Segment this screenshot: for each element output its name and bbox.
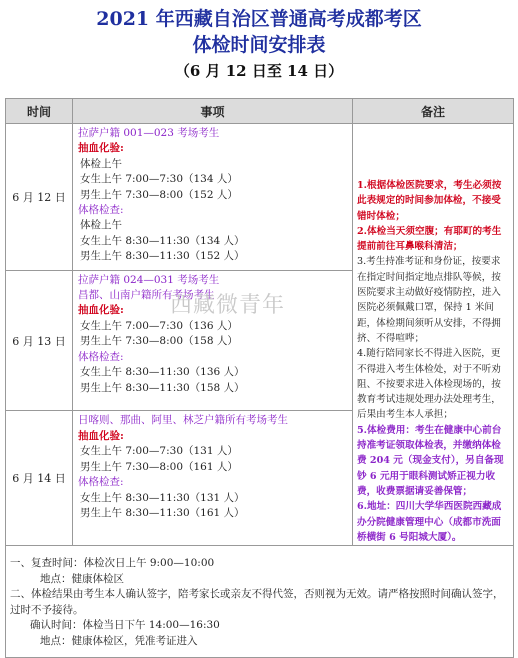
- group-label: 日喀则、那曲、阿里、林芝户籍所有考场考生: [78, 414, 288, 427]
- blood-test-female: 女生上午 7:00—7:30（136 人）: [80, 319, 238, 332]
- schedule-table: [5, 98, 514, 658]
- physical-exam-title: 体格检查:: [78, 476, 124, 489]
- note-6: 6.地址：四川大学华西医院西藏成办分院健康管理中心（成都市洗面桥横街 6 号阳城大厦）。: [357, 501, 502, 543]
- items-cell: [73, 411, 353, 546]
- physical-exam-female: 女生上午 8:30—11:30（131 人）: [80, 491, 245, 504]
- blood-test-female: 女生上午 7:00—7:30（131 人）: [80, 445, 238, 458]
- note-4: 4.随行陪同家长不得进入医院，更不得进入考生体检处，对于不听劝阻、不按要求进入体检现场的，按教育考试违规处理办法处理考生，后果由考生本人承担；: [357, 348, 501, 421]
- blood-test-am: 体检上午: [80, 157, 122, 170]
- group-label: 拉萨户籍 024—031 考场考生: [78, 273, 220, 286]
- doc-subtitle: 体检时间安排表: [192, 34, 326, 56]
- confirm-rule: 二、体检结果由考生本人确认签字，陪考家长或亲友不得代签，否则视为无效。请严格按照时间确认签字，过时不予接待。: [10, 588, 504, 616]
- header-time: 时间: [6, 99, 73, 124]
- notes-cell: [353, 124, 514, 546]
- header-items: 事项: [73, 99, 353, 124]
- note-3: 3.考生持准考证和身份证，按要求在指定时间指定地点排队等候，按医院要求主动做好疫情防控，进入医院必须佩戴口罩，保持 1 米间距，体检期间须听从安排，不得拥挤、不得喧哗；: [357, 256, 501, 344]
- physical-exam-female: 女生上午 8:30—11:30（134 人）: [80, 234, 245, 247]
- footer-row: [6, 546, 514, 658]
- physical-exam-male: 男生上午 8:30—11:30（152 人）: [80, 250, 245, 263]
- physical-exam-title: 体格检查:: [78, 204, 124, 217]
- note-5: 5.体检费用：考生在健康中心前台持准考证领取体检表，并缴纳体检费 204 元（现金支付），另自备现钞 6 元用于眼科测试矫正视力收费，收费票据请妥善保管；: [357, 424, 504, 497]
- group-label-2: 昌都、山南户籍所有考场考生: [78, 289, 215, 302]
- date-cell: 6 月 14 日: [6, 411, 73, 546]
- table-row: [6, 124, 514, 271]
- confirm-time: 确认时间：体检当日下午 14:00—16:30: [30, 619, 220, 632]
- group-label: 拉萨户籍 001—023 考场考生: [78, 127, 220, 139]
- physical-exam-title: 体格检查:: [78, 350, 124, 363]
- physical-exam-male: 男生上午 8:30—11:30（158 人）: [80, 381, 245, 394]
- doc-date-range: （6 月 12 日至 14 日）: [174, 62, 344, 80]
- watermark: 西藏微青年: [170, 293, 286, 318]
- date-cell: 6 月 12 日: [6, 124, 73, 271]
- recheck-time: 一、复查时间：体检次日上午 9:00—10:00: [10, 557, 215, 570]
- blood-test-male: 男生上午 7:30—8:00（152 人）: [80, 188, 238, 201]
- physical-exam-am: 体检上午: [80, 219, 122, 232]
- doc-title: 2021 年西藏自治区普通高考成都考区: [96, 8, 422, 30]
- header-notes: 备注: [353, 99, 514, 124]
- physical-exam-female: 女生上午 8:30—11:30（136 人）: [80, 366, 245, 379]
- blood-test-male: 男生上午 7:30—8:00（161 人）: [80, 460, 238, 473]
- blood-test-female: 女生上午 7:00—7:30（134 人）: [80, 173, 238, 186]
- recheck-location: 地点：健康体检区: [40, 572, 124, 585]
- blood-test-title: 抽血化验:: [78, 304, 124, 317]
- blood-test-title: 抽血化验:: [78, 429, 124, 442]
- note-1: 1.根据体检医院要求，考生必须按此表规定的时间参加体检，不接受错时体检；: [357, 180, 502, 222]
- blood-test-title: 抽血化验:: [78, 142, 124, 155]
- note-2: 2.体检当天须空腹；有耶町的考生提前前往耳鼻喉科清洁；: [357, 225, 502, 253]
- table-header-row: [6, 99, 514, 124]
- confirm-location: 地点：健康体检区，凭准考证进入: [40, 634, 198, 647]
- blood-test-male: 男生上午 7:30—8:00（158 人）: [80, 335, 238, 348]
- footer-cell: [6, 546, 514, 658]
- date-cell: 6 月 13 日: [6, 270, 73, 411]
- items-cell: [73, 124, 353, 271]
- physical-exam-male: 男生上午 8:30—11:30（161 人）: [80, 506, 245, 519]
